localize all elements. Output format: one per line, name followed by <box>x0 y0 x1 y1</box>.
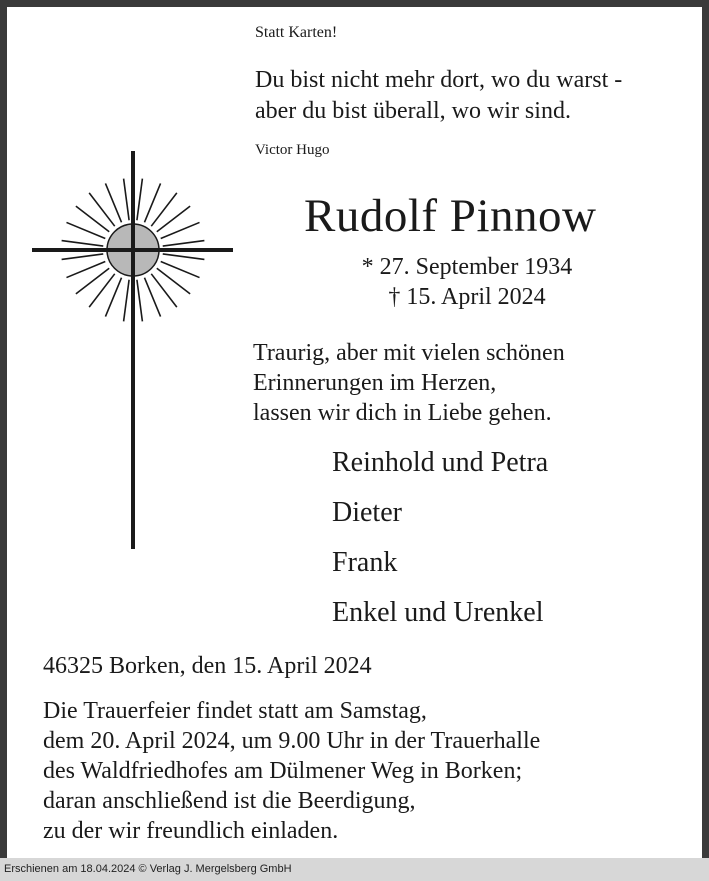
family-member: Reinhold und Petra <box>332 447 549 478</box>
mourning-line-2: Erinnerungen im Herzen, <box>253 370 497 396</box>
cross-vertical-beam <box>131 151 135 549</box>
quote-author: Victor Hugo <box>255 142 330 158</box>
sun-ray <box>163 254 205 259</box>
quote-line-1: Du bist nicht mehr dort, wo du warst - <box>255 67 623 93</box>
sun-ray <box>62 241 104 246</box>
obituary-notice <box>7 7 702 858</box>
ceremony-line-2: dem 20. April 2024, um 9.00 Uhr in der Trauerhalle <box>43 728 541 754</box>
sun-ray <box>163 241 205 246</box>
family-member: Frank <box>332 547 398 578</box>
footer-text: Erschienen am 18.04.2024 © Verlag J. Mergelsberg GmbH <box>4 863 292 875</box>
ceremony-line-3: des Waldfriedhofes am Dülmener Weg in Borken; <box>43 758 523 784</box>
mourning-line-1: Traurig, aber mit vielen schönen <box>253 340 565 366</box>
sun-ray <box>62 254 104 259</box>
death-date: † 15. April 2024 <box>388 284 546 310</box>
sun-ray <box>137 179 142 221</box>
header-note: Statt Karten! <box>255 24 338 41</box>
family-member: Dieter <box>332 497 402 528</box>
sun-ray <box>124 280 129 322</box>
ceremony-line-4: daran anschließend ist die Beerdigung, <box>43 788 416 814</box>
publication-footer <box>0 858 709 881</box>
place-date: 46325 Borken, den 15. April 2024 <box>43 653 372 679</box>
birth-date: * 27. September 1934 <box>361 254 573 280</box>
ceremony-line-1: Die Trauerfeier findet statt am Samstag, <box>43 698 427 724</box>
family-member: Enkel und Urenkel <box>332 597 544 628</box>
ceremony-line-5: zu der wir freundlich einladen. <box>43 818 339 844</box>
cross-with-sun-icon <box>7 7 257 567</box>
deceased-name: Rudolf Pinnow <box>304 190 597 242</box>
sun-ray <box>137 280 142 322</box>
sun-ray <box>124 179 129 221</box>
cross-horizontal-beam <box>32 248 233 252</box>
quote-line-2: aber du bist überall, wo wir sind. <box>255 98 571 124</box>
mourning-line-3: lassen wir dich in Liebe gehen. <box>253 400 552 426</box>
